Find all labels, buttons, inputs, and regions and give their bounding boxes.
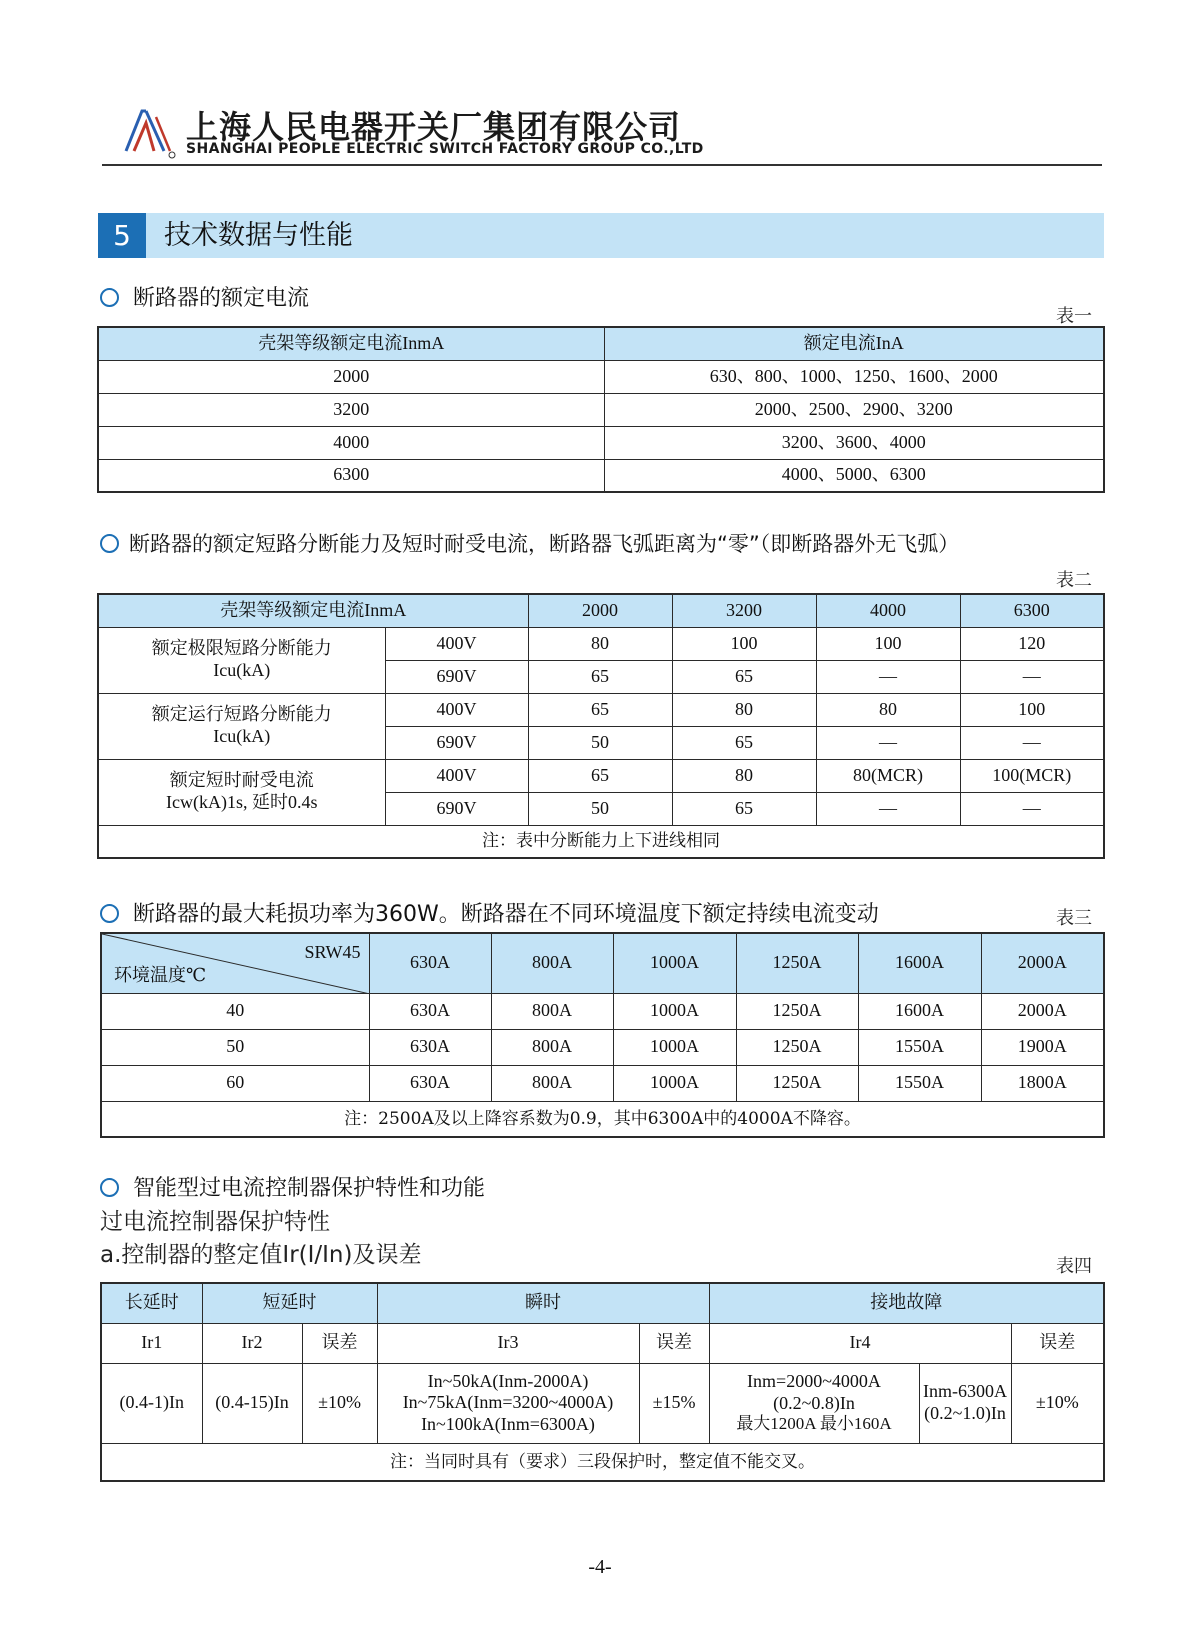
table-cell: 65 — [528, 759, 672, 792]
column-subheader: Ir3 — [377, 1323, 639, 1363]
column-header: 630A — [369, 933, 491, 993]
table-cell: ±10% — [302, 1363, 377, 1443]
breaking-capacity-table — [97, 593, 1105, 859]
table-row — [101, 1363, 1104, 1443]
table-cell: — — [960, 726, 1104, 759]
table-label-1: 表一 — [1056, 306, 1092, 327]
table-cell: 40 — [101, 993, 369, 1029]
table-cell: — — [960, 792, 1104, 825]
table-note: 注：当同时具有（要求）三段保护时，整定值不能交叉。 — [101, 1443, 1104, 1481]
table-cell — [919, 1363, 1011, 1443]
subsection-heading-text: 智能型过电流控制器保护特性和功能 — [133, 1176, 486, 1201]
table-header-row — [98, 594, 1104, 627]
body-line-2: a.控制器的整定值Ir(I/In)及误差 — [100, 1242, 422, 1268]
column-header: 壳架等级额定电流InmA — [98, 594, 528, 627]
circle-bullet-icon — [100, 288, 119, 307]
table-cell: 65 — [672, 726, 816, 759]
page-number: -4- — [588, 1556, 612, 1578]
table-cell: 400V — [385, 627, 528, 660]
table-cell: 690V — [385, 660, 528, 693]
column-header: 壳架等级额定电流InmA — [98, 327, 604, 360]
column-header: 4000 — [816, 594, 960, 627]
table-row — [98, 393, 1104, 426]
cell-line: In~100kA(Inm=6300A) — [421, 1413, 595, 1434]
table-cell: 6300 — [98, 459, 604, 492]
table-cell: 400V — [385, 759, 528, 792]
section-title: 技术数据与性能 — [164, 220, 353, 251]
column-subheader: 误差 — [302, 1323, 377, 1363]
cell-line: Inm-6300A — [923, 1381, 1007, 1402]
table-cell: 50 — [101, 1029, 369, 1065]
table-cell: 400V — [385, 693, 528, 726]
table-cell: 1000A — [613, 993, 736, 1029]
table-cell — [377, 1363, 639, 1443]
group-label-line: 额定短时耐受电流 — [169, 770, 314, 791]
group-label — [98, 759, 385, 825]
table-cell: (0.4-15)In — [202, 1363, 302, 1443]
subsection-heading-4 — [100, 1174, 485, 1204]
table-row — [98, 627, 1104, 660]
column-subheader: 误差 — [1011, 1323, 1104, 1363]
table-row — [101, 1029, 1104, 1065]
column-header: 2000A — [981, 933, 1104, 993]
table-row — [101, 1065, 1104, 1101]
table-cell: — — [816, 792, 960, 825]
table-note: 注：2500A及以上降容系数为0.9，其中6300A中的4000A不降容。 — [101, 1101, 1104, 1137]
table-cell: 100 — [960, 693, 1104, 726]
table-cell: 100 — [816, 627, 960, 660]
table-cell: 2000、2500、2900、3200 — [604, 393, 1104, 426]
table-cell: 1250A — [736, 1029, 858, 1065]
table-cell: 1000A — [613, 1065, 736, 1101]
circle-bullet-icon — [100, 904, 119, 923]
table-header-row — [101, 1283, 1104, 1323]
table-cell: 630A — [369, 1065, 491, 1101]
cell-line: In~75kA(Inm=3200~4000A) — [402, 1392, 614, 1413]
table-subheader-row — [101, 1323, 1104, 1363]
subsection-heading-1 — [100, 284, 309, 314]
rated-current-table — [97, 326, 1105, 493]
table-cell: 3200、3600、4000 — [604, 426, 1104, 459]
table-cell: 2000A — [981, 993, 1104, 1029]
header-divider — [102, 164, 1102, 166]
table-cell: 630A — [369, 1029, 491, 1065]
table-cell: 1250A — [736, 993, 858, 1029]
cell-line: (0.2~0.8)In — [773, 1392, 855, 1413]
table-cell: ±15% — [639, 1363, 709, 1443]
table-cell: 80 — [528, 627, 672, 660]
table-cell: 800A — [491, 993, 613, 1029]
company-name-en: SHANGHAI PEOPLE ELECTRIC SWITCH FACTORY GROUP CO.,LTD — [186, 141, 704, 157]
table-cell: 4000 — [98, 426, 604, 459]
table-cell: 1800A — [981, 1065, 1104, 1101]
table-cell: 800A — [491, 1029, 613, 1065]
column-group-header: 瞬时 — [377, 1283, 709, 1323]
table-row — [98, 360, 1104, 393]
diagonal-header-cell — [101, 933, 369, 993]
column-header: 额定电流InA — [604, 327, 1104, 360]
column-header: 3200 — [672, 594, 816, 627]
column-subheader: Ir2 — [202, 1323, 302, 1363]
table-row — [98, 759, 1104, 792]
group-label-line: 额定极限短路分断能力 — [151, 638, 332, 659]
column-group-header: 长延时 — [101, 1283, 202, 1323]
group-label-line: Icu(kA) — [213, 726, 271, 746]
table-cell: 630A — [369, 993, 491, 1029]
table-label-2: 表二 — [1056, 570, 1092, 591]
diag-bottom-label: 环境温度℃ — [114, 964, 207, 985]
table-cell: 1600A — [858, 993, 981, 1029]
table-note: 注：表中分断能力上下进线相同 — [98, 825, 1104, 858]
group-label-line: Icw(kA)1s, 延时0.4s — [166, 792, 318, 812]
column-header: 1600A — [858, 933, 981, 993]
cell-line: Inm=2000~4000A — [747, 1371, 881, 1392]
column-header: 1250A — [736, 933, 858, 993]
body-line-1: 过电流控制器保护特性 — [100, 1209, 330, 1235]
subsection-heading-3 — [100, 900, 879, 930]
table-cell: 630、800、1000、1250、1600、2000 — [604, 360, 1104, 393]
group-label-line: Icu(kA) — [213, 660, 271, 680]
table-row — [101, 993, 1104, 1029]
table-cell: (0.4-1)In — [101, 1363, 202, 1443]
temperature-derating-table — [100, 932, 1105, 1138]
table-note-row — [101, 1443, 1104, 1481]
diag-top-label: SRW45 — [304, 942, 361, 962]
table-cell: 2000 — [98, 360, 604, 393]
circle-bullet-icon — [100, 1178, 119, 1197]
column-header: 2000 — [528, 594, 672, 627]
table-cell: 65 — [672, 792, 816, 825]
table-cell: 80 — [672, 693, 816, 726]
subsection-heading-text: 断路器的额定短路分断能力及短时耐受电流，断路器飞弧距离为“零”（即断路器外无飞弧） — [129, 532, 960, 556]
table-cell: 65 — [672, 660, 816, 693]
table-cell: 100 — [672, 627, 816, 660]
table-row — [98, 693, 1104, 726]
table-note-row — [101, 1101, 1104, 1137]
subsection-heading-2 — [100, 529, 959, 559]
table-cell: 800A — [491, 1065, 613, 1101]
table-note-row — [98, 825, 1104, 858]
cell-line: In~50kA(Inm-2000A) — [427, 1370, 589, 1391]
table-header-row — [98, 327, 1104, 360]
table-cell: 4000、5000、6300 — [604, 459, 1104, 492]
cell-line: (0.2~1.0)In — [924, 1403, 1006, 1423]
column-header: 800A — [491, 933, 613, 993]
protection-settings-table — [100, 1282, 1105, 1482]
column-subheader: 误差 — [639, 1323, 709, 1363]
column-subheader: Ir4 — [709, 1323, 1011, 1363]
subsection-heading-text: 断路器的额定电流 — [133, 286, 310, 311]
table-cell: 1250A — [736, 1065, 858, 1101]
table-cell: 60 — [101, 1065, 369, 1101]
table-cell: 80 — [672, 759, 816, 792]
table-cell: 120 — [960, 627, 1104, 660]
column-group-header: 接地故障 — [709, 1283, 1104, 1323]
group-label-line: 额定运行短路分断能力 — [151, 704, 332, 725]
table-cell: 1900A — [981, 1029, 1104, 1065]
column-group-header: 短延时 — [202, 1283, 377, 1323]
column-header: 6300 — [960, 594, 1104, 627]
table-cell: — — [816, 726, 960, 759]
table-cell: 1550A — [858, 1029, 981, 1065]
table-label-3: 表三 — [1056, 908, 1092, 929]
table-cell: 690V — [385, 792, 528, 825]
table-cell: 65 — [528, 660, 672, 693]
column-subheader: Ir1 — [101, 1323, 202, 1363]
table-cell: 80(MCR) — [816, 759, 960, 792]
table-cell: — — [960, 660, 1104, 693]
table-cell: 80 — [816, 693, 960, 726]
table-row — [98, 426, 1104, 459]
table-cell: 690V — [385, 726, 528, 759]
cell-line: 最大1200A 最小160A — [736, 1414, 892, 1434]
table-label-4: 表四 — [1056, 1256, 1092, 1277]
table-cell — [709, 1363, 919, 1443]
circle-bullet-icon — [100, 534, 119, 553]
company-name-cn: 上海人民电器开关厂集团有限公司 — [186, 108, 682, 146]
table-cell: 1000A — [613, 1029, 736, 1065]
column-header: 1000A — [613, 933, 736, 993]
table-cell: 1550A — [858, 1065, 981, 1101]
company-logo — [120, 103, 178, 161]
section-number: 5 — [98, 213, 146, 258]
group-label — [98, 627, 385, 693]
table-cell: 50 — [528, 726, 672, 759]
ren-min-logo-icon — [120, 103, 178, 161]
table-cell: 3200 — [98, 393, 604, 426]
subsection-heading-text: 断路器的最大耗损功率为360W。断路器在不同环境温度下额定持续电流变动 — [133, 902, 879, 927]
table-header-row — [101, 933, 1104, 993]
table-cell: 50 — [528, 792, 672, 825]
table-cell: — — [816, 660, 960, 693]
table-cell: 100(MCR) — [960, 759, 1104, 792]
table-cell: ±10% — [1011, 1363, 1104, 1443]
group-label — [98, 693, 385, 759]
table-row — [98, 459, 1104, 492]
table-cell: 65 — [528, 693, 672, 726]
